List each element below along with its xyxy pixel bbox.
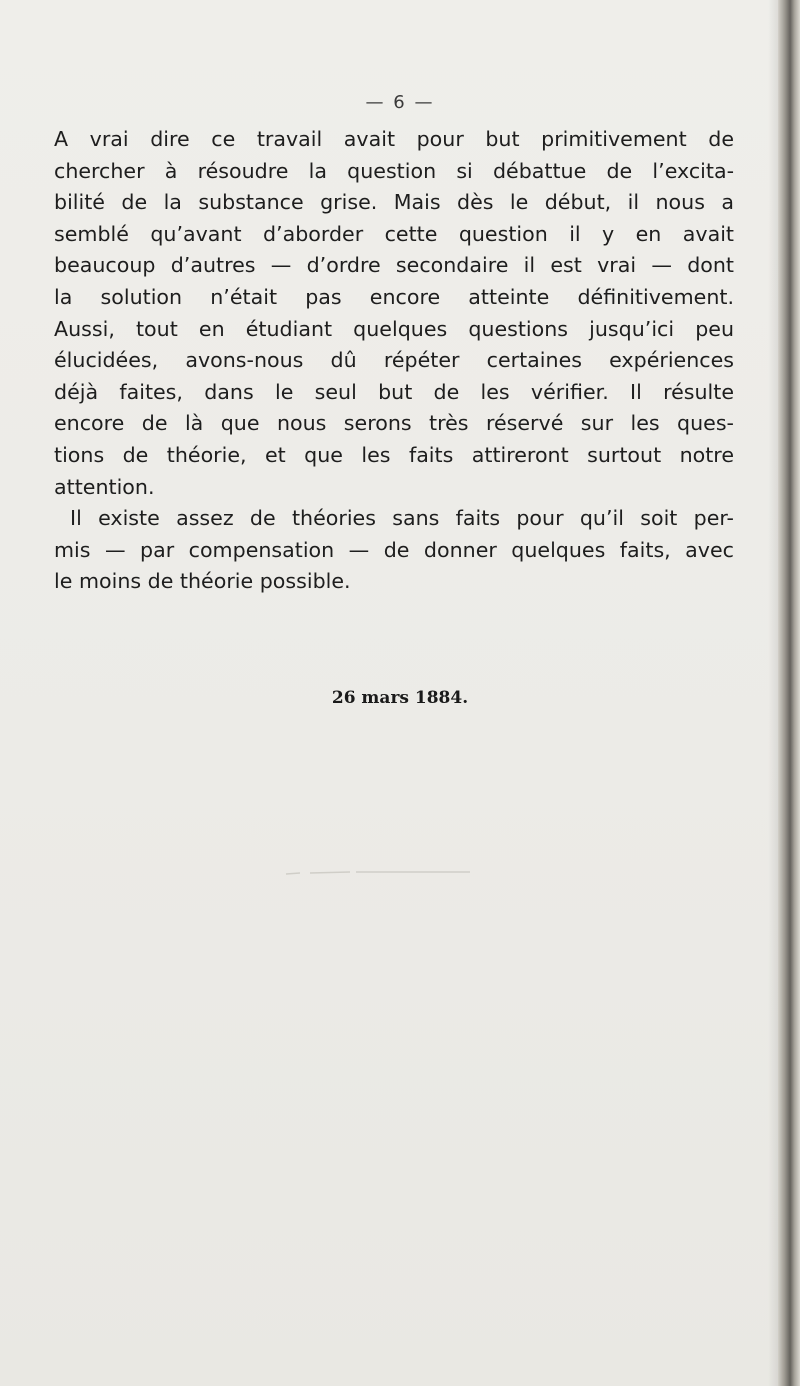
text-line: encore de là que nous serons très réservé sur les ques- xyxy=(54,411,734,436)
text-line: semblé qu’avant d’aborder cette question il y en avait xyxy=(54,221,734,246)
text-line: tions de théorie, et que les faits attireront surtout notre xyxy=(54,442,734,467)
text-line: bilité de la substance grise. Mais dès le début, il nous a xyxy=(54,190,734,215)
text-line: A vrai dire ce travail avait pour but primitivement de xyxy=(54,127,734,151)
text-line: déjà faites, dans le seul but de les vérifier. Il résulte xyxy=(54,379,734,404)
text-line: élucidées, avons-nous dû répéter certaines expériences xyxy=(54,348,734,373)
text-line: le moins de théorie possible. xyxy=(54,569,351,594)
text-line: la solution n’était pas encore atteinte définitivement. xyxy=(54,284,734,309)
text-line: Il existe assez de théories sans faits pour qu’il soit per- xyxy=(70,506,734,531)
body-text xyxy=(54,124,734,598)
page-number: — 6 — xyxy=(365,92,435,113)
date-line: 26 mars 1884. xyxy=(331,688,469,708)
text-line: beaucoup d’autres — d’ordre secondaire il est vrai — dont xyxy=(54,253,734,278)
text-line: mis — par compensation — de donner quelques faits, avec xyxy=(54,537,734,562)
text-line: Aussi, tout en étudiant quelques questions jusqu’ici peu xyxy=(54,316,734,341)
text-line: chercher à résoudre la question si débattue de l’excita- xyxy=(54,158,734,183)
text-line: attention. xyxy=(54,474,155,499)
